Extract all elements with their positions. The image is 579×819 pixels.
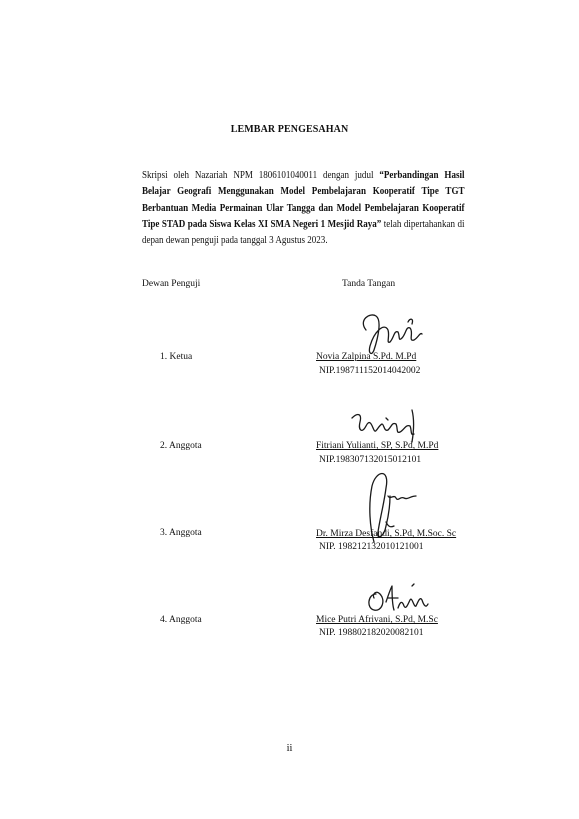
examiner-2-name: Fitriani Yulianti, SP, S.Pd, M.Pd — [316, 441, 439, 451]
examiner-4-role: 4. Anggota — [160, 615, 202, 625]
page-title: LEMBAR PENGESAHAN — [230, 124, 349, 135]
paragraph-outro: telah dipertahankan di depan dewan penguji pada tanggal 3 Agustus 2023. — [142, 218, 465, 247]
examiner-1-nip: NIP.198711152014042002 — [319, 366, 421, 376]
examiner-2-role: 2. Anggota — [160, 441, 202, 451]
page-number: ii — [286, 743, 293, 754]
thesis-title: “Perbandingan Hasil Belajar Geografi Menggunakan Model Pembelajaran Kooperatif Tipe TGT Berbantuan Media Permainan Ular Tangga dan Model Pembelajaran Kooperatif Tipe STAD pada Siswa Kelas XI SMA Negeri 1 Mesjid Raya” — [142, 170, 465, 230]
examiner-4-name: Mice Putri Afrivani, S.Pd, M.Sc — [316, 615, 438, 625]
examiner-3-role: 3. Anggota — [160, 528, 202, 538]
paragraph-intro: Skripsi oleh Nazariah NPM 1806101040011 dengan judul — [142, 170, 380, 181]
examiner-4-signature — [362, 582, 432, 618]
examiner-3-name: Dr. Mirza Desfandi, S.Pd, M.Soc. Sc — [316, 529, 457, 539]
examiner-3-nip: NIP. 198212132010121001 — [319, 542, 424, 552]
examiner-4-nip: NIP. 198802182020082101 — [319, 628, 424, 638]
examiners-header: Dewan Penguji — [142, 279, 201, 289]
examiner-1-role: 1. Ketua — [160, 352, 193, 362]
examiner-1-name: Novia Zalpina S.Pd. M.Pd — [316, 352, 417, 362]
approval-paragraph — [142, 168, 465, 249]
examiner-2-nip: NIP.198307132015012101 — [319, 455, 422, 465]
signature-header: Tanda Tangan — [342, 279, 396, 289]
